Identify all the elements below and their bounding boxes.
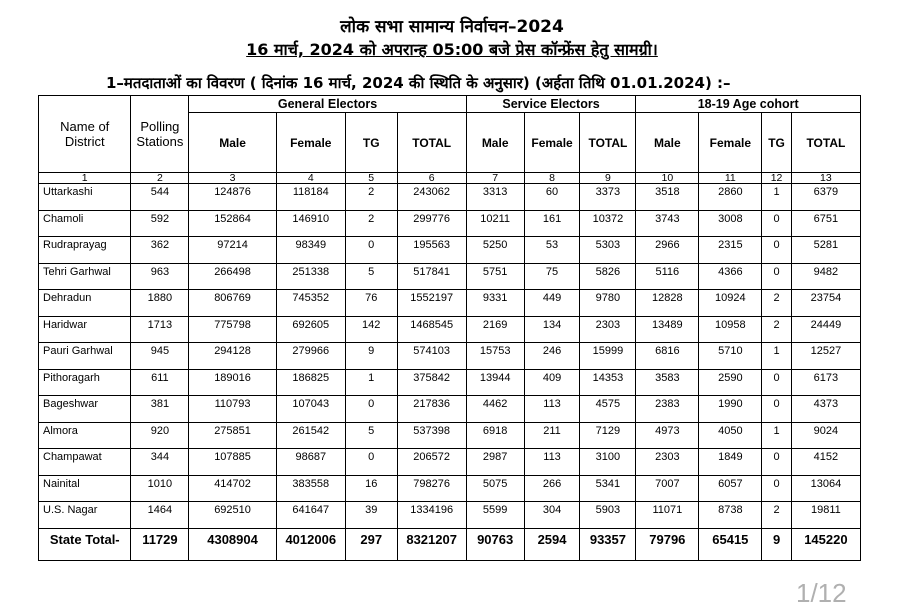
table-cell: 945 [131, 343, 189, 370]
table-cell: 2 [762, 316, 791, 343]
table-row [39, 422, 861, 449]
page-indicator: 1/12 [796, 578, 847, 608]
table-cell: 195563 [397, 237, 466, 264]
table-cell: 113 [524, 449, 580, 476]
table-cell: 6751 [791, 210, 860, 237]
table-cell: 692605 [276, 316, 345, 343]
header-cohort-tg: TG [762, 113, 791, 173]
column-number: 6 [397, 173, 466, 184]
table-cell: 2966 [636, 237, 699, 264]
table-cell: 6173 [791, 369, 860, 396]
district-name: Bageshwar [39, 396, 131, 423]
table-cell: 152864 [189, 210, 276, 237]
table-cell: 1552197 [397, 290, 466, 317]
district-name: Uttarkashi [39, 184, 131, 211]
header-general-total: TOTAL [397, 113, 466, 173]
column-number: 10 [636, 173, 699, 184]
table-cell: 2 [345, 184, 397, 211]
table-cell: 3373 [580, 184, 636, 211]
table-cell: 266498 [189, 263, 276, 290]
table-cell: 775798 [189, 316, 276, 343]
table-cell: 5 [345, 422, 397, 449]
table-cell: 9482 [791, 263, 860, 290]
table-row [39, 449, 861, 476]
table-cell: 4366 [699, 263, 762, 290]
table-cell: 5250 [466, 237, 524, 264]
column-number: 11 [699, 173, 762, 184]
table-cell: 5281 [791, 237, 860, 264]
table-cell: 3583 [636, 369, 699, 396]
header-cohort-male: Male [636, 113, 699, 173]
district-name: Champawat [39, 449, 131, 476]
table-cell: 3008 [699, 210, 762, 237]
document-subtitle [0, 38, 904, 60]
electors-table [38, 95, 861, 561]
table-cell: 7129 [580, 422, 636, 449]
table-cell: 246 [524, 343, 580, 370]
table-cell: 1 [345, 369, 397, 396]
table-cell: 4373 [791, 396, 860, 423]
table-row [39, 369, 861, 396]
table-cell: 107885 [189, 449, 276, 476]
table-cell: 118184 [276, 184, 345, 211]
total-cell: 79796 [636, 528, 699, 560]
table-cell: 97214 [189, 237, 276, 264]
table-cell: 16 [345, 475, 397, 502]
column-number-row [39, 173, 861, 184]
table-cell: 0 [762, 396, 791, 423]
table-cell: 217836 [397, 396, 466, 423]
table-cell: 206572 [397, 449, 466, 476]
table-cell: 275851 [189, 422, 276, 449]
table-cell: 98349 [276, 237, 345, 264]
table-cell: 806769 [189, 290, 276, 317]
table-cell: 2 [762, 502, 791, 529]
table-cell: 304 [524, 502, 580, 529]
table-cell: 383558 [276, 475, 345, 502]
total-cell: 90763 [466, 528, 524, 560]
table-cell: 9024 [791, 422, 860, 449]
table-cell: 692510 [189, 502, 276, 529]
column-number: 13 [791, 173, 860, 184]
table-cell: 23754 [791, 290, 860, 317]
district-name: Pithoragarh [39, 369, 131, 396]
table-cell: 13064 [791, 475, 860, 502]
table-row [39, 263, 861, 290]
table-cell: 375842 [397, 369, 466, 396]
table-cell: 6379 [791, 184, 860, 211]
table-cell: 344 [131, 449, 189, 476]
table-cell: 5116 [636, 263, 699, 290]
table-cell: 5826 [580, 263, 636, 290]
table-cell: 1464 [131, 502, 189, 529]
table-cell: 60 [524, 184, 580, 211]
table-row [39, 502, 861, 529]
district-name: U.S. Nagar [39, 502, 131, 529]
table-cell: 2987 [466, 449, 524, 476]
table-cell: 76 [345, 290, 397, 317]
table-cell: 24449 [791, 316, 860, 343]
district-name: Haridwar [39, 316, 131, 343]
total-cell: 4012006 [276, 528, 345, 560]
table-cell: 920 [131, 422, 189, 449]
district-name: Pauri Garhwal [39, 343, 131, 370]
table-cell: 12527 [791, 343, 860, 370]
table-cell: 2303 [636, 449, 699, 476]
table-cell: 2303 [580, 316, 636, 343]
table-cell: 279966 [276, 343, 345, 370]
district-name: Chamoli [39, 210, 131, 237]
header-polling-stations: Polling Stations [131, 96, 189, 173]
table-cell: 146910 [276, 210, 345, 237]
table-cell: 3313 [466, 184, 524, 211]
table-cell: 6918 [466, 422, 524, 449]
column-number: 9 [580, 173, 636, 184]
table-cell: 243062 [397, 184, 466, 211]
table-cell: 9331 [466, 290, 524, 317]
table-cell: 113 [524, 396, 580, 423]
table-cell: 544 [131, 184, 189, 211]
header-service-female: Female [524, 113, 580, 173]
table-cell: 8738 [699, 502, 762, 529]
table-cell: 0 [345, 237, 397, 264]
table-cell: 2169 [466, 316, 524, 343]
table-cell: 134 [524, 316, 580, 343]
table-cell: 3518 [636, 184, 699, 211]
table-cell: 7007 [636, 475, 699, 502]
table-cell: 0 [762, 369, 791, 396]
table-cell: 9780 [580, 290, 636, 317]
table-cell: 0 [762, 263, 791, 290]
table-cell: 10372 [580, 210, 636, 237]
total-cell: 8321207 [397, 528, 466, 560]
table-cell: 12828 [636, 290, 699, 317]
section-heading: 1–मतदाताओं का विवरण ( दिनांक 16 मार्च, 2024 की स्थिति के अनुसार) (अर्हता तिथि 01.01.2024) :– [106, 74, 731, 92]
header-service-total: TOTAL [580, 113, 636, 173]
table-cell: 641647 [276, 502, 345, 529]
column-number: 2 [131, 173, 189, 184]
table-cell: 1010 [131, 475, 189, 502]
header-general-female: Female [276, 113, 345, 173]
header-general-electors: General Electors [189, 96, 466, 113]
table-cell: 1880 [131, 290, 189, 317]
table-cell: 6816 [636, 343, 699, 370]
table-cell: 5 [345, 263, 397, 290]
table-cell: 110793 [189, 396, 276, 423]
table-cell: 5599 [466, 502, 524, 529]
table-cell: 592 [131, 210, 189, 237]
table-cell: 2383 [636, 396, 699, 423]
table-cell: 5751 [466, 263, 524, 290]
table-cell: 1 [762, 422, 791, 449]
table-cell: 745352 [276, 290, 345, 317]
table-cell: 15753 [466, 343, 524, 370]
table-body [39, 184, 861, 561]
table-cell: 299776 [397, 210, 466, 237]
table-cell: 1 [762, 184, 791, 211]
table-cell: 414702 [189, 475, 276, 502]
table-cell: 5710 [699, 343, 762, 370]
header-general-tg: TG [345, 113, 397, 173]
header-general-male: Male [189, 113, 276, 173]
table-row [39, 210, 861, 237]
column-number: 12 [762, 173, 791, 184]
table-row [39, 237, 861, 264]
table-cell: 1849 [699, 449, 762, 476]
table-cell: 2860 [699, 184, 762, 211]
table-cell: 266 [524, 475, 580, 502]
table-cell: 4973 [636, 422, 699, 449]
table-cell: 10211 [466, 210, 524, 237]
table-cell: 261542 [276, 422, 345, 449]
header-service-male: Male [466, 113, 524, 173]
table-cell: 14353 [580, 369, 636, 396]
document-title: लोक सभा सामान्य निर्वाचन–2024 [340, 17, 564, 37]
table-cell: 189016 [189, 369, 276, 396]
column-number: 5 [345, 173, 397, 184]
table-cell: 0 [345, 396, 397, 423]
table-cell: 1468545 [397, 316, 466, 343]
table-cell: 3100 [580, 449, 636, 476]
table-cell: 2315 [699, 237, 762, 264]
table-cell: 574103 [397, 343, 466, 370]
total-cell: 11729 [131, 528, 189, 560]
table-cell: 11071 [636, 502, 699, 529]
table-cell: 4152 [791, 449, 860, 476]
district-name: Nainital [39, 475, 131, 502]
district-name: Almora [39, 422, 131, 449]
table-cell: 6057 [699, 475, 762, 502]
table-cell: 1334196 [397, 502, 466, 529]
table-cell: 10958 [699, 316, 762, 343]
table-cell: 5341 [580, 475, 636, 502]
table-cell: 39 [345, 502, 397, 529]
table-cell: 517841 [397, 263, 466, 290]
header-district: Name of District [39, 96, 131, 173]
table-cell: 611 [131, 369, 189, 396]
table-cell: 0 [762, 449, 791, 476]
column-number: 3 [189, 173, 276, 184]
header-age-cohort: 18-19 Age cohort [636, 96, 861, 113]
table-header [39, 96, 861, 184]
total-cell: 145220 [791, 528, 860, 560]
table-cell: 19811 [791, 502, 860, 529]
table-cell: 0 [762, 210, 791, 237]
table-cell: 15999 [580, 343, 636, 370]
table-cell: 5903 [580, 502, 636, 529]
table-row [39, 184, 861, 211]
table-cell: 4575 [580, 396, 636, 423]
table-cell: 294128 [189, 343, 276, 370]
table-cell: 0 [762, 237, 791, 264]
total-cell: 2594 [524, 528, 580, 560]
total-cell: 65415 [699, 528, 762, 560]
table-cell: 362 [131, 237, 189, 264]
table-cell: 13489 [636, 316, 699, 343]
table-cell: 5075 [466, 475, 524, 502]
table-cell: 2 [762, 290, 791, 317]
table-cell: 4462 [466, 396, 524, 423]
table-row [39, 343, 861, 370]
total-cell: 4308904 [189, 528, 276, 560]
table-cell: 124876 [189, 184, 276, 211]
table-cell: 798276 [397, 475, 466, 502]
subtitle-text: 16 मार्च, 2024 को अपरान्ह 05:00 बजे प्रेस कॉन्फ्रेंस हेतु सामग्री। [246, 40, 658, 59]
total-cell: 297 [345, 528, 397, 560]
table-cell: 449 [524, 290, 580, 317]
column-number: 1 [39, 173, 131, 184]
district-name: Rudraprayag [39, 237, 131, 264]
table-cell: 98687 [276, 449, 345, 476]
table-cell: 142 [345, 316, 397, 343]
table-cell: 53 [524, 237, 580, 264]
table-cell: 251338 [276, 263, 345, 290]
header-cohort-total: TOTAL [791, 113, 860, 173]
table-cell: 2590 [699, 369, 762, 396]
table-cell: 75 [524, 263, 580, 290]
table-cell: 3743 [636, 210, 699, 237]
table-cell: 107043 [276, 396, 345, 423]
table-cell: 537398 [397, 422, 466, 449]
header-cohort-female: Female [699, 113, 762, 173]
table-cell: 5303 [580, 237, 636, 264]
table-cell: 186825 [276, 369, 345, 396]
column-number: 4 [276, 173, 345, 184]
table-row [39, 396, 861, 423]
table-row [39, 316, 861, 343]
table-cell: 10924 [699, 290, 762, 317]
state-total-label: State Total- [39, 528, 131, 560]
table-cell: 1713 [131, 316, 189, 343]
table-cell: 2 [345, 210, 397, 237]
table-cell: 409 [524, 369, 580, 396]
table-cell: 381 [131, 396, 189, 423]
district-name: Dehradun [39, 290, 131, 317]
table-cell: 963 [131, 263, 189, 290]
table-cell: 211 [524, 422, 580, 449]
header-service-electors: Service Electors [466, 96, 636, 113]
total-cell: 9 [762, 528, 791, 560]
table-cell: 4050 [699, 422, 762, 449]
table-row [39, 475, 861, 502]
table-cell: 9 [345, 343, 397, 370]
table-cell: 0 [345, 449, 397, 476]
column-number: 8 [524, 173, 580, 184]
district-name: Tehri Garhwal [39, 263, 131, 290]
table-cell: 0 [762, 475, 791, 502]
table-cell: 1 [762, 343, 791, 370]
table-cell: 161 [524, 210, 580, 237]
table-cell: 13944 [466, 369, 524, 396]
table-row [39, 290, 861, 317]
column-number: 7 [466, 173, 524, 184]
state-total-row [39, 528, 861, 560]
total-cell: 93357 [580, 528, 636, 560]
table-cell: 1990 [699, 396, 762, 423]
